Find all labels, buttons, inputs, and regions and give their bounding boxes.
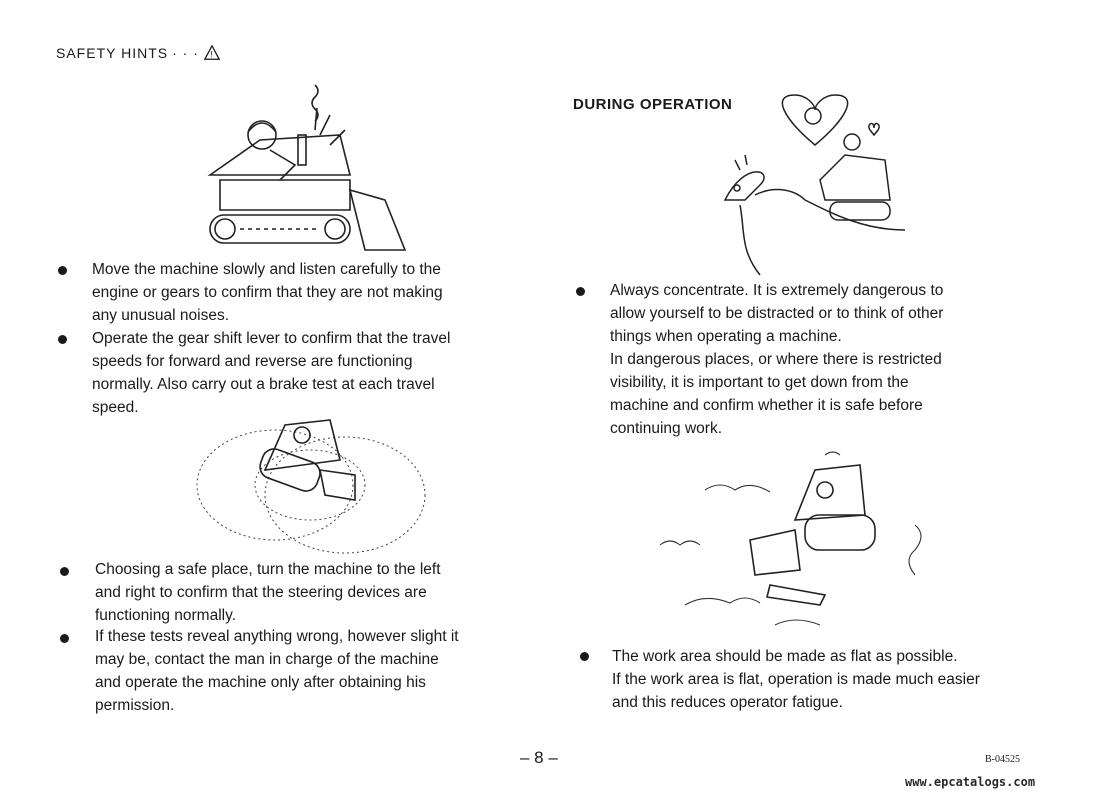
bullet-line: Choosing a safe place, turn the machine to the left xyxy=(95,561,441,578)
bullet-marker xyxy=(58,335,67,344)
bullet-line: things when operating a machine. xyxy=(610,328,842,345)
bullet-item xyxy=(610,279,1020,440)
svg-text:!: ! xyxy=(210,49,214,60)
section-title: DURING OPERATION xyxy=(573,96,733,113)
bullet-line: Always concentrate. It is extremely dangerous to xyxy=(610,282,944,299)
bullet-marker xyxy=(58,266,67,275)
bullet-item xyxy=(95,558,507,627)
header-title: SAFETY HINTS xyxy=(56,45,169,61)
bullet-line: speeds for forward and reverse are functioning xyxy=(92,353,413,370)
bullet-line: In dangerous places, or where there is restricted xyxy=(610,351,942,368)
watermark-url: www.epcatalogs.com xyxy=(905,775,1036,789)
bullet-item xyxy=(95,625,507,717)
bullet-line: machine and confirm whether it is safe before xyxy=(610,397,923,414)
bullet-marker xyxy=(576,287,585,296)
bullet-marker xyxy=(60,567,69,576)
page-header xyxy=(56,44,221,62)
bullet-line: may be, contact the man in charge of the machine xyxy=(95,651,439,668)
document-code: B-04525 xyxy=(985,754,1020,765)
bullet-line: functioning normally. xyxy=(95,607,237,624)
warning-triangle-icon xyxy=(203,44,221,62)
page-number: – 8 – xyxy=(520,748,558,767)
bulldozer-rocky-ground-illustration xyxy=(655,445,970,645)
bulldozer-turning-illustration xyxy=(190,400,435,560)
bullet-line: engine or gears to confirm that they are not making xyxy=(92,284,443,301)
bullet-line: any unusual noises. xyxy=(92,307,230,324)
bullet-marker xyxy=(580,652,589,661)
bullet-line: If the work area is flat, operation is made much easier xyxy=(612,671,980,688)
bullet-line: visibility, it is important to get down from the xyxy=(610,374,909,391)
bullet-line: and this reduces operator fatigue. xyxy=(612,694,843,711)
bullet-line: Operate the gear shift lever to confirm that the travel xyxy=(92,330,451,347)
header-dots: · · · xyxy=(172,45,199,61)
bullet-item xyxy=(92,258,505,327)
bullet-line: speed. xyxy=(92,399,139,416)
bullet-line: permission. xyxy=(95,697,175,714)
bullet-line: continuing work. xyxy=(610,420,723,437)
bullet-line: and operate the machine only after obtaining his xyxy=(95,674,426,691)
bullet-line: allow yourself to be distracted or to think of other xyxy=(610,305,944,322)
bulldozer-listening-illustration xyxy=(200,80,415,260)
bullet-marker xyxy=(60,634,69,643)
bullet-line: The work area should be made as flat as possible. xyxy=(612,648,958,665)
bullet-line: normally. Also carry out a brake test at each travel xyxy=(92,376,435,393)
bullet-line: Move the machine slowly and listen carefully to the xyxy=(92,261,441,278)
distracted-operator-illustration xyxy=(715,90,915,280)
bullet-line: and right to confirm that the steering devices are xyxy=(95,584,427,601)
bullet-line: If these tests reveal anything wrong, however slight it xyxy=(95,628,459,645)
bullet-item xyxy=(612,645,1022,714)
